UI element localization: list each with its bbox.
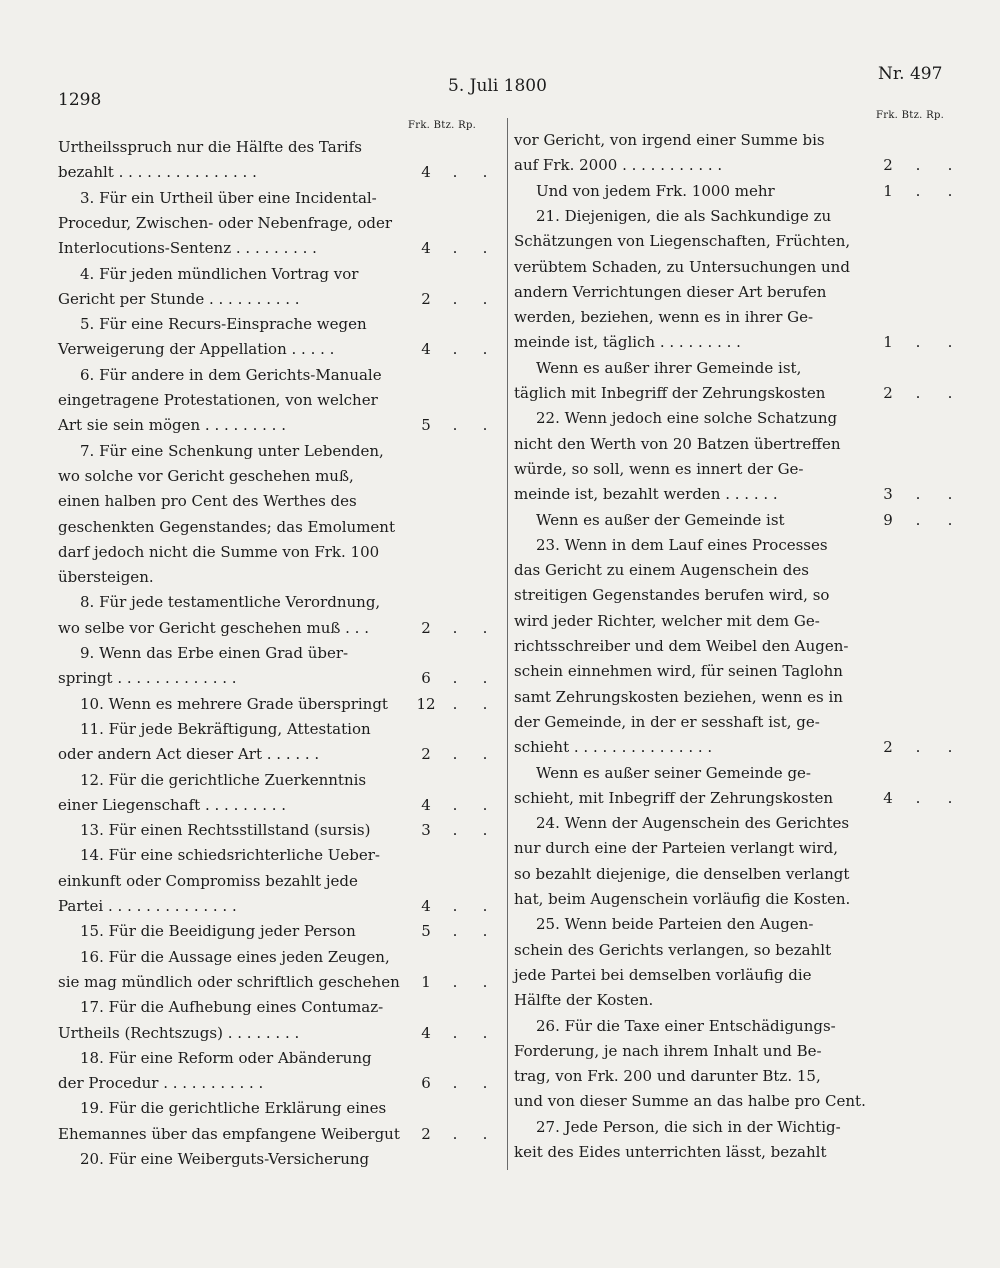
text-line: 3. Für ein Urtheil über eine Incidental- <box>80 188 377 207</box>
text-line: würde, so soll, wenn es innert der Ge- <box>514 459 804 478</box>
text-line: verübtem Schaden, zu Untersuchungen und <box>514 257 850 276</box>
text-line: 15. Für die Beeidigung jeder Person <box>80 922 356 941</box>
text-line: 8. Für jede testamentliche Verordnung, <box>80 593 381 612</box>
text-line: Art sie sein mögen . . . . . . . . . <box>58 416 286 435</box>
column-dot: . <box>482 239 488 258</box>
text-line: 21. Diejenigen, die als Sachkundige zu <box>536 206 832 225</box>
column-dot: . <box>915 333 921 352</box>
text-line: 4. Für jeden mündlichen Vortrag vor <box>80 264 359 283</box>
column-dot: . <box>452 821 458 840</box>
amount-value: 1 <box>883 333 893 352</box>
text-line: springt . . . . . . . . . . . . . <box>58 669 237 688</box>
text-line: 27. Jede Person, die sich in der Wichtig- <box>536 1117 841 1136</box>
column-dot: . <box>915 788 921 807</box>
text-line: wo solche vor Gericht geschehen muß, <box>58 466 354 485</box>
text-line: 23. Wenn in dem Lauf eines Processes <box>536 535 828 554</box>
text-line: 7. Für eine Schenkung unter Lebenden, <box>80 441 384 460</box>
column-dot: . <box>947 384 953 402</box>
column-dot: . <box>452 163 458 182</box>
text-line: übersteigen. <box>58 568 154 587</box>
column-dot: . <box>482 897 488 915</box>
text-line: nur durch eine der Parteien verlangt wird, <box>514 839 838 858</box>
column-dot: . <box>482 163 488 182</box>
text-line: der Procedur . . . . . . . . . . . <box>58 1074 264 1093</box>
text-line: 5. Für eine Recurs-Einsprache wegen <box>80 315 367 334</box>
column-dot: . <box>482 821 488 840</box>
amount-value: 2 <box>421 618 431 637</box>
column-dot: . <box>915 181 921 200</box>
text-line: so bezahlt diejenige, die denselben verlangt <box>514 864 850 883</box>
column-dot: . <box>915 738 921 757</box>
text-line: einkunft oder Compromiss bezahlt jede <box>58 871 358 890</box>
text-line: bezahlt . . . . . . . . . . . . . . . <box>58 163 257 182</box>
text-line: 10. Wenn es mehrere Grade überspringt <box>80 694 388 713</box>
column-dot: . <box>947 181 953 200</box>
text-line: täglich mit Inbegriff der Zehrungskosten <box>514 384 826 402</box>
amount-value: 2 <box>421 745 431 764</box>
text-line: 22. Wenn jedoch eine solche Schatzung <box>536 409 838 428</box>
text-line: 16. Für die Aussage eines jeden Zeugen, <box>80 947 390 966</box>
column-dot: . <box>947 788 953 807</box>
text-line: 17. Für die Aufhebung eines Contumaz- <box>80 998 384 1017</box>
text-line: 19. Für die gerichtliche Erklärung eines <box>80 1099 387 1118</box>
amount-value: 3 <box>421 821 431 840</box>
text-line: vor Gericht, von irgend einer Summe bis <box>514 131 825 149</box>
column-dot: . <box>452 1023 458 1042</box>
text-line: und von dieser Summe an das halbe pro Cent. <box>514 1092 866 1111</box>
column-dot: . <box>482 416 488 435</box>
amount-value: 12 <box>416 694 436 713</box>
text-line: Hälfte der Kosten. <box>514 991 654 1010</box>
amount-value: 6 <box>421 669 431 688</box>
amount-value: 4 <box>421 340 431 359</box>
column-dot: . <box>482 669 488 688</box>
text-line: meinde ist, täglich . . . . . . . . . <box>514 333 741 352</box>
text-line: das Gericht zu einem Augenschein des <box>514 561 809 580</box>
column-dot: . <box>452 340 458 359</box>
text-line: Interlocutions-Sentenz . . . . . . . . . <box>58 239 317 258</box>
text-line: werden, beziehen, wenn es in ihrer Ge- <box>514 308 814 327</box>
text-line: 18. Für eine Reform oder Abänderung <box>80 1048 372 1067</box>
amount-value: 6 <box>421 1074 431 1093</box>
amount-value: 4 <box>421 795 431 814</box>
text-line: 11. Für jede Bekräftigung, Attestation <box>80 719 371 738</box>
text-line: oder andern Act dieser Art . . . . . . <box>58 745 320 764</box>
text-line: Verweigerung der Appellation . . . . . <box>58 340 335 359</box>
text-line: Schätzungen von Liegenschaften, Früchten, <box>514 232 851 251</box>
text-line: 20. Für eine Weiberguts-Versicherung <box>80 1150 370 1168</box>
page-number: 1298 <box>58 90 102 110</box>
column-dot: . <box>915 384 921 402</box>
amount-value: 2 <box>421 1124 431 1143</box>
text-line: Gericht per Stunde . . . . . . . . . . <box>58 289 300 308</box>
text-line: 6. Für andere in dem Gerichts-Manuale <box>80 365 382 384</box>
text-line: keit des Eides unterrichten lässt, bezahlt <box>514 1143 827 1161</box>
text-line: Urtheilsspruch nur die Hälfte des Tarifs <box>58 138 362 156</box>
amount-value: 4 <box>421 897 431 915</box>
text-line: hat, beim Augenschein vorläufig die Kosten. <box>514 890 851 908</box>
text-line: darf jedoch nicht die Summe von Frk. 100 <box>58 542 380 561</box>
text-line: 13. Für einen Rechtsstillstand (sursis) <box>80 821 371 840</box>
text-line: 9. Wenn das Erbe einen Grad über- <box>80 644 349 662</box>
text-line: wo selbe vor Gericht geschehen muß . . . <box>58 618 369 637</box>
column-dot: . <box>482 694 488 713</box>
amount-value: 3 <box>883 485 893 504</box>
column-divider <box>507 118 508 1170</box>
text-line: schieht, mit Inbegriff der Zehrungskosten <box>514 788 834 807</box>
text-line: Und von jedem Frk. 1000 mehr <box>536 181 775 200</box>
column-dot: . <box>452 694 458 713</box>
column-dot: . <box>915 510 921 529</box>
text-line: wird jeder Richter, welcher mit dem Ge- <box>514 611 820 630</box>
column-dot: . <box>452 972 458 991</box>
text-line: 14. Für eine schiedsrichterliche Ueber- <box>80 846 380 865</box>
text-line: Urtheils (Rechtszugs) . . . . . . . . <box>58 1023 300 1042</box>
column-dot: . <box>452 1074 458 1093</box>
text-line: Wenn es außer der Gemeinde ist <box>536 510 785 529</box>
column-dot: . <box>482 922 488 941</box>
column-dot: . <box>452 239 458 258</box>
amount-value: 2 <box>883 738 893 757</box>
column-dot: . <box>452 416 458 435</box>
text-line: geschenkten Gegenstandes; das Emolument <box>58 517 395 536</box>
column-dot: . <box>915 485 921 504</box>
amount-value: 2 <box>883 384 893 402</box>
column-dot: . <box>482 795 488 814</box>
document-number: Nr. 497 <box>878 64 943 84</box>
amount-value: 4 <box>421 1023 431 1042</box>
column-dot: . <box>452 922 458 941</box>
text-line: schein einnehmen wird, für seinen Taglohn <box>514 662 843 681</box>
column-dot: . <box>452 618 458 637</box>
text-line: 25. Wenn beide Parteien den Augen- <box>536 915 814 934</box>
column-dot: . <box>947 738 953 757</box>
text-line: Procedur, Zwischen- oder Nebenfrage, oder <box>58 213 393 232</box>
column-dot: . <box>482 972 488 991</box>
text-line: richtsschreiber und dem Weibel den Augen- <box>514 637 849 655</box>
text-line: 12. Für die gerichtliche Zuerkenntnis <box>80 770 367 789</box>
column-dot: . <box>947 333 953 352</box>
text-line: Wenn es außer ihrer Gemeinde ist, <box>536 358 802 377</box>
column-dot: . <box>452 795 458 814</box>
column-dot: . <box>452 745 458 764</box>
column-dot: . <box>915 156 921 175</box>
text-line: Ehemannes über das empfangene Weibergut <box>58 1124 400 1143</box>
column-dot: . <box>482 1074 488 1093</box>
column-dot: . <box>482 618 488 637</box>
column-dot: . <box>482 745 488 764</box>
column-dot: . <box>452 669 458 688</box>
text-line: streitigen Gegenstandes berufen wird, so <box>514 586 830 605</box>
text-line: schein des Gerichts verlangen, so bezahlt <box>514 940 832 959</box>
amount-value: 9 <box>883 510 893 529</box>
text-line: meinde ist, bezahlt werden . . . . . . <box>514 485 778 504</box>
text-line: Forderung, je nach ihrem Inhalt und Be- <box>514 1041 822 1060</box>
amount-value: 4 <box>421 163 431 182</box>
text-line: Partei . . . . . . . . . . . . . . <box>58 897 237 915</box>
column-dot: . <box>452 1124 458 1143</box>
text-line: schieht . . . . . . . . . . . . . . . <box>514 738 713 757</box>
text-line: nicht den Werth von 20 Batzen übertreffen <box>514 434 841 453</box>
amount-value: 2 <box>421 289 431 308</box>
text-line: auf Frk. 2000 . . . . . . . . . . . <box>514 156 723 175</box>
text-line: der Gemeinde, in der er sesshaft ist, ge- <box>514 712 820 731</box>
column-dot: . <box>452 897 458 915</box>
column-dot: . <box>947 485 953 504</box>
text-line: andern Verrichtungen dieser Art berufen <box>514 282 827 301</box>
text-line: eingetragene Protestationen, von welcher <box>58 391 378 409</box>
text-line: 26. Für die Taxe einer Entschädigungs- <box>536 1016 836 1035</box>
column-dot: . <box>482 1124 488 1143</box>
text-line: einen halben pro Cent des Werthes des <box>58 492 357 511</box>
column-dot: . <box>452 289 458 308</box>
amount-value: 1 <box>883 181 893 200</box>
page-date: 5. Juli 1800 <box>448 76 547 96</box>
text-line: einer Liegenschaft . . . . . . . . . <box>58 795 287 814</box>
right-column-units-header: Frk. Btz. Rp. <box>876 110 945 121</box>
amount-value: 4 <box>883 788 893 807</box>
column-dot: . <box>482 1023 488 1042</box>
text-line: trag, von Frk. 200 und darunter Btz. 15, <box>514 1067 821 1086</box>
text-line: samt Zehrungskosten beziehen, wenn es in <box>514 687 843 706</box>
text-line: 24. Wenn der Augenschein des Gerichtes <box>536 814 850 833</box>
amount-value: 2 <box>883 156 893 175</box>
amount-value: 1 <box>421 972 431 991</box>
left-column-units-header: Frk. Btz. Rp. <box>408 120 477 131</box>
column-dot: . <box>482 340 488 359</box>
column-dot: . <box>947 156 953 175</box>
amount-value: 4 <box>421 239 431 258</box>
text-line: jede Partei bei demselben vorläufig die <box>514 965 812 984</box>
column-dot: . <box>482 289 488 308</box>
amount-value: 5 <box>421 922 431 941</box>
text-line: Wenn es außer seiner Gemeinde ge- <box>536 763 812 782</box>
text-line: sie mag mündlich oder schriftlich geschehen <box>58 972 400 991</box>
column-dot: . <box>947 510 953 529</box>
amount-value: 5 <box>421 416 431 435</box>
